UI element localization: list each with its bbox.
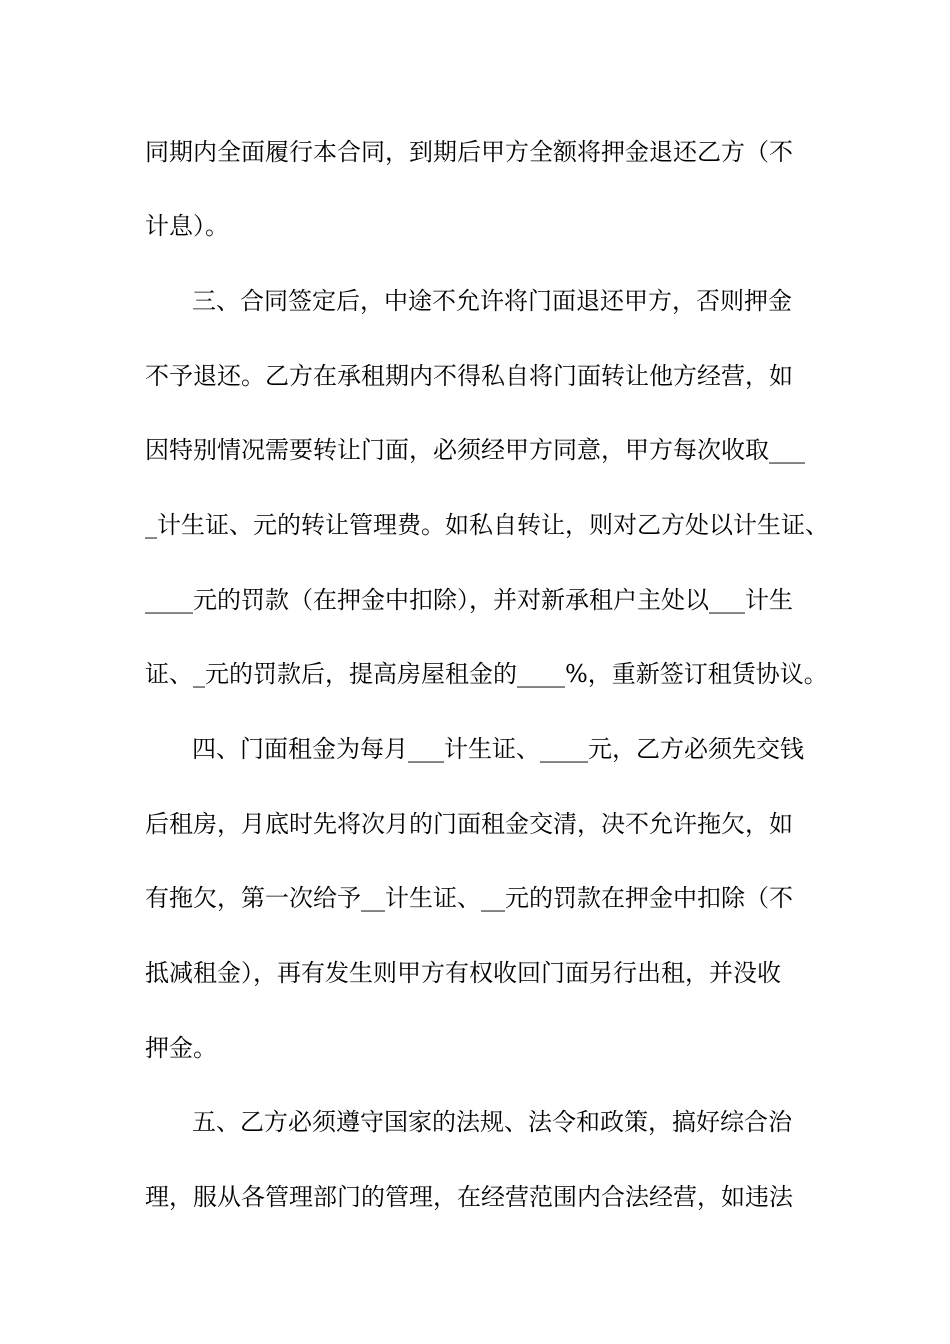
text-line-11: 有拖欠，第一次给予__计生证、__元的罚款在押金中扣除（不 [145,884,793,912]
text-line-10: 后租房，月底时先将次月的门面租金交清，决不允许拖欠，如 [145,810,793,838]
text-line-2: 计息）。 [145,212,229,240]
text-line-4: 不予退还。乙方在承租期内不得私自将门面转让他方经营，如 [145,362,793,390]
paragraph-3-start: 三、合同签定后，中途不允许将门面退还甲方，否则押金 [192,287,792,315]
text-line-5: 因特别情况需要转让门面，必须经甲方同意，甲方每次收取___ [145,436,805,464]
text-line-13: 押金。 [145,1034,217,1062]
paragraph-4-start: 四、门面租金为每月___计生证、____元，乙方必须先交钱 [192,735,804,763]
text-line-6: _计生证、元的转让管理费。如私自转让，则对乙方处以计生证、 [145,511,829,539]
text-line-8: 证、_元的罚款后，提高房屋租金的____%，重新签订租赁协议。 [145,660,828,688]
text-line-12: 抵减租金），再有发生则甲方有权收回门面另行出租，并没收 [145,959,781,987]
paragraph-5-start: 五、乙方必须遵守国家的法规、法令和政策，搞好综合治 [192,1108,792,1136]
text-line-15: 理，服从各管理部门的管理，在经营范围内合法经营，如违法 [145,1183,793,1211]
text-line-7: ____元的罚款（在押金中扣除），并对新承租户主处以___计生 [145,586,793,614]
text-line-1: 同期内全面履行本合同，到期后甲方全额将押金退还乙方（不 [145,138,793,166]
